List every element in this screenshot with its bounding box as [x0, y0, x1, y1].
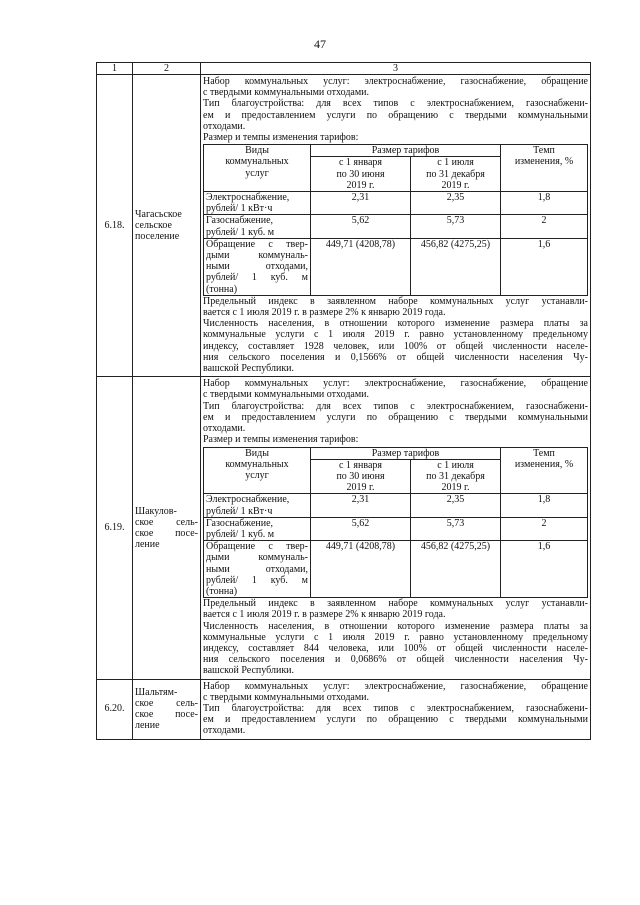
tariff-period-2: 456,82 (4275,25): [411, 541, 501, 598]
services-set-text: Набор коммунальных услуг: электроснабжение, газоснабжение, обращение: [203, 76, 588, 87]
rate-header: [501, 447, 588, 494]
header-text: 2019 г.: [346, 482, 375, 494]
tariff-inner-table: [203, 447, 588, 599]
settlement-name-line: Шальтям-: [135, 686, 178, 698]
service-name-line: (тонна): [206, 585, 238, 597]
amenity-type-text: Тип благоустройства: для всех типов с электроснабжением, газоснабжени-: [203, 98, 588, 110]
tariff-size-heading: Размер и темпы изменения тарифов:: [203, 434, 359, 446]
change-rate: 2: [501, 215, 588, 238]
service-name-line: рублей/ 1 кВт·ч: [206, 505, 273, 517]
header-text: коммунальных: [225, 458, 289, 470]
column-number-2: 2: [133, 63, 201, 75]
settlement-name-line: ское посе-: [135, 709, 198, 721]
services-header: [204, 145, 311, 192]
settlement-name: [133, 377, 201, 679]
settlement-name-line: ское сель-: [135, 516, 198, 528]
services-header: [204, 447, 311, 494]
period-2-header: [411, 459, 501, 494]
service-row: [204, 541, 588, 598]
row-number: 6.20.: [97, 679, 133, 739]
inner-header-row: [204, 447, 588, 459]
rate-header: [501, 145, 588, 192]
services-set-text: с твердыми коммунальными отходами.: [203, 691, 370, 703]
service-name-line: Обращение с твер-: [206, 238, 308, 250]
service-name: [204, 541, 311, 598]
settlement-name-line: ление: [135, 720, 160, 732]
population-text: ния сельского поселения и 0,1566% от общей численности населения Чу-: [203, 351, 588, 363]
amenity-type-text: ем и предоставлением услуги по обращению с твердыми коммунальными: [203, 714, 588, 726]
tariff-size-header: Размер тарифов: [311, 447, 501, 459]
service-name-line: Электроснабжение,: [206, 192, 290, 204]
tariff-period-2: 5,73: [411, 517, 501, 540]
limit-index-text: вается с 1 июля 2019 г. в размере 2% к январю 2019 года.: [203, 307, 446, 319]
settlement-name: [133, 75, 201, 377]
service-name-line: рублей/ 1 куб. м: [206, 272, 308, 284]
service-row: [204, 517, 588, 540]
service-name-line: Газоснабжение,: [206, 215, 274, 227]
amenity-type-text: отходами.: [203, 120, 246, 132]
services-set-text: Набор коммунальных услуг: электроснабжение, газоснабжение, обращение: [203, 680, 588, 692]
tariff-size-header: Размер тарифов: [311, 145, 501, 157]
header-text: коммунальных: [225, 156, 289, 168]
population-text: ния сельского поселения и 0,0686% от общей численности населения Чу-: [203, 654, 588, 666]
header-text: Виды: [245, 145, 269, 157]
limit-index-text: вается с 1 июля 2019 г. в размере 2% к январю 2019 года.: [203, 609, 446, 621]
population-text: Численность населения, в отношении которого изменение размера платы за: [203, 318, 588, 330]
service-row: [204, 192, 588, 215]
population-text: индексу, составляет 844 человека, или 100% от общей численности населе-: [203, 642, 588, 654]
row-number: 6.19.: [97, 377, 133, 679]
services-set-text: Набор коммунальных услуг: электроснабжение, газоснабжение, обращение: [203, 378, 588, 390]
settlement-name-line: Чагасьское: [135, 208, 182, 220]
header-text: 2019 г.: [346, 179, 375, 191]
header-text: по 31 декабря: [426, 470, 485, 482]
period-1-header: [311, 157, 411, 192]
header-text: с 1 июля: [437, 157, 474, 169]
tariff-period-1: 5,62: [311, 215, 411, 238]
amenity-type-text: Тип благоустройства: для всех типов с электроснабжением, газоснабжени-: [203, 702, 588, 714]
header-text: по 31 декабря: [426, 168, 485, 180]
column-number-row: [97, 63, 591, 75]
settlement-name-line: ское посе-: [135, 527, 198, 539]
tariff-table: [96, 62, 591, 740]
amenity-type-text: отходами.: [203, 423, 246, 435]
population-text: Численность населения, в отношении которого изменение размера платы за: [203, 620, 588, 632]
service-name: [204, 192, 311, 215]
service-name-line: ными отходами,: [206, 563, 308, 575]
service-name-line: дыми коммуналь-: [206, 250, 308, 262]
service-name-line: рублей/ 1 куб. м: [206, 574, 308, 586]
population-text: коммунальные услуги с 1 июля 2019 г. равно установленному предельному: [203, 329, 588, 341]
service-name-line: рублей/ 1 куб. м: [206, 226, 275, 238]
header-text: изменения, %: [514, 458, 574, 470]
service-name-line: ными отходами,: [206, 261, 308, 273]
service-row: [204, 494, 588, 517]
service-name-line: рублей/ 1 куб. м: [206, 528, 275, 540]
service-name-line: дыми коммуналь-: [206, 552, 308, 564]
change-rate: 1,8: [501, 192, 588, 215]
tariff-period-1: 449,71 (4208,78): [311, 541, 411, 598]
tariff-period-2: 456,82 (4275,25): [411, 238, 501, 295]
amenity-type-text: ем и предоставлением услуги по обращению с твердыми коммунальными: [203, 411, 588, 423]
amenity-type-text: ем и предоставлением услуги по обращению с твердыми коммунальными: [203, 109, 588, 121]
header-text: по 30 июня: [336, 168, 385, 180]
tariff-period-2: 5,73: [411, 215, 501, 238]
header-text: услуг: [245, 469, 269, 481]
service-row: [204, 215, 588, 238]
service-name: [204, 494, 311, 517]
change-rate: 1,6: [501, 238, 588, 295]
period-1-header: [311, 459, 411, 494]
settlement-name-line: ление: [135, 539, 160, 551]
service-name: [204, 238, 311, 295]
header-text: с 1 июля: [437, 459, 474, 471]
service-name-line: Обращение с твер-: [206, 541, 308, 553]
tariff-inner-table: [203, 144, 588, 296]
tariff-size-heading: Размер и темпы изменения тарифов:: [203, 132, 359, 144]
row-number: 6.18.: [97, 75, 133, 377]
services-set-text: с твердыми коммунальными отходами.: [203, 87, 370, 99]
settlement-name-line: сельское: [135, 220, 172, 232]
header-text: Темп: [533, 145, 555, 157]
limit-index-text: Предельный индекс в заявленном наборе коммунальных услуг устанавли-: [203, 598, 588, 610]
change-rate: 1,8: [501, 494, 588, 517]
tariff-period-1: 449,71 (4208,78): [311, 238, 411, 295]
header-text: Виды: [245, 447, 269, 459]
column-number-3: 3: [201, 63, 591, 75]
row-content: [201, 377, 591, 679]
amenity-type-text: Тип благоустройства: для всех типов с электроснабжением, газоснабжени-: [203, 400, 588, 412]
tariff-period-1: 2,31: [311, 192, 411, 215]
population-text: коммунальные услуги с 1 июля 2019 г. равно установленному предельному: [203, 631, 588, 643]
settlement-name: [133, 679, 201, 739]
header-text: изменения, %: [514, 156, 574, 168]
header-text: с 1 января: [338, 157, 383, 169]
header-text: с 1 января: [338, 459, 383, 471]
inner-header-row: [204, 145, 588, 157]
settlement-name-line: ское сель-: [135, 697, 198, 709]
change-rate: 1,6: [501, 541, 588, 598]
population-text: индексу, составляет 1928 человек, или 100% от общей численности населе-: [203, 340, 588, 352]
period-2-header: [411, 157, 501, 192]
header-text: по 30 июня: [336, 470, 385, 482]
row-content: [201, 679, 591, 739]
table-row: [97, 679, 591, 739]
table-row: [97, 377, 591, 679]
service-name-line: Электроснабжение,: [206, 494, 290, 506]
limit-index-text: Предельный индекс в заявленном наборе коммунальных услуг устанавли-: [203, 295, 588, 307]
services-set-text: с твердыми коммунальными отходами.: [203, 389, 370, 401]
population-text: вашской Республики.: [203, 665, 295, 677]
tariff-period-2: 2,35: [411, 494, 501, 517]
settlement-name-line: поселение: [135, 231, 180, 243]
settlement-name-line: Шакулов-: [135, 505, 177, 517]
amenity-type-text: отходами.: [203, 725, 246, 737]
row-content: [201, 75, 591, 377]
header-text: 2019 г.: [441, 179, 470, 191]
header-text: 2019 г.: [441, 482, 470, 494]
page-number: 47: [314, 37, 326, 51]
table-row: [97, 75, 591, 377]
service-name: [204, 215, 311, 238]
service-name-line: (тонна): [206, 283, 238, 295]
change-rate: 2: [501, 517, 588, 540]
service-row: [204, 238, 588, 295]
tariff-period-1: 5,62: [311, 517, 411, 540]
column-number-1: 1: [97, 63, 133, 75]
service-name-line: Газоснабжение,: [206, 517, 274, 529]
tariff-period-2: 2,35: [411, 192, 501, 215]
header-text: Темп: [533, 447, 555, 459]
header-text: услуг: [245, 167, 269, 179]
service-name-line: рублей/ 1 кВт·ч: [206, 203, 273, 215]
tariff-period-1: 2,31: [311, 494, 411, 517]
service-name: [204, 517, 311, 540]
population-text: вашской Республики.: [203, 363, 295, 375]
